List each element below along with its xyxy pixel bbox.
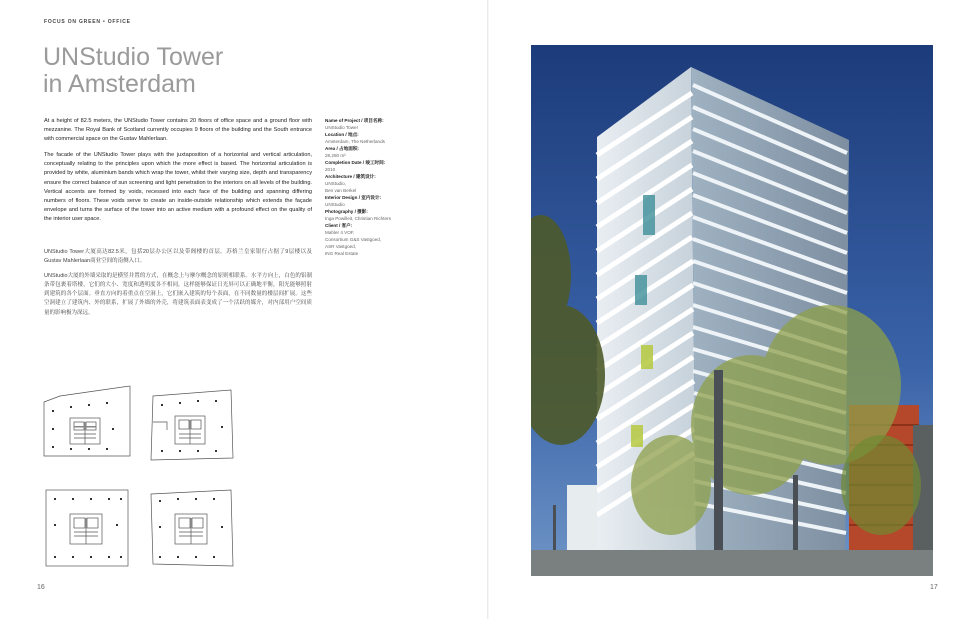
title-line-2: in Amsterdam (43, 70, 196, 98)
meta-label: Name of Project / 项目名称: (325, 118, 384, 123)
meta-label: Location / 地点: (325, 132, 359, 137)
english-body (44, 117, 312, 231)
project-info (325, 117, 425, 257)
meta-value: Inga Powilleit, Christian Richters (325, 216, 391, 221)
meta-value: Consortium G&S Vastgoed, (325, 237, 382, 242)
meta-label: Completion Date / 竣工时间: (325, 160, 386, 165)
meta-label: Photography / 摄影: (325, 209, 368, 214)
meta-value: Amsterdam, The Netherlands (325, 139, 385, 144)
title-line-1: UNStudio Tower (43, 43, 224, 71)
en-paragraph: The facade of the UNStudio Tower plays with the juxtaposition of a horizontal and vertical articulation, conceptually relating to the principles upon which the more effect is based. The horizontal articulation is provided by white, aluminium bands which wrap the tower, whilst their varying size, depth and transparency ensure the correct balance of sun screening and light penetration to the interiors on all levels of the building. Vertical accents are formed by voids, recessed into each face of the building and spanning differing numbers of floors. These voids serve to create an inside-outside relationship which extends the façade envelope and turns the surface of the tower into an active medium with a profound effect on the quality of the interior user space. (44, 152, 312, 222)
floor-plan-2 (145, 382, 239, 466)
page-number-left: 16 (37, 584, 45, 591)
page-number-right: 17 (930, 584, 938, 591)
meta-value: UNStudio, (325, 181, 346, 186)
cn-paragraph: UNStudio大厦的外墙采取的是横竖并置的方式，在概念上与摩尔概念的原则相联系。水平方向上，白色的铝制条带包裹着塔楼，它们的大小、宽度和透明度各不相同，这样能够保证日光屏可以正确地平衡，阳光能够照射到建筑的各个层面。垂直方向的着重点在空洞上，它们嵌入建筑的每个表面，在不同数量的楼层间扩展。这些空洞建立了建筑内、外的联系，扩展了外墙的外壳，将建筑表面表变成了一个活跃的媒介，对内部用户空间质量的影响极为深远。 (44, 273, 312, 316)
meta-label: Area / 占地面积: (325, 146, 359, 151)
chinese-body (44, 248, 312, 324)
meta-value: ASR Vastgoed, (325, 244, 357, 249)
floor-plan-3 (40, 484, 134, 572)
meta-value: 28,280 m² (325, 153, 346, 158)
meta-label: Architecture / 建筑设计: (325, 174, 376, 179)
meta-value: Ben van Berkel (325, 188, 357, 193)
meta-value: ING Real Estate (325, 251, 359, 256)
floor-plan-1 (40, 382, 134, 466)
meta-value: 2010 (325, 167, 336, 172)
gutter (487, 0, 489, 619)
tower-photograph (531, 45, 933, 576)
page-title (43, 44, 223, 98)
meta-label: Client / 客户: (325, 223, 353, 228)
meta-value: Mahler 4 VOF, (325, 230, 355, 235)
meta-value: UNStudio (325, 202, 345, 207)
section-eyebrow: FOCUS ON GREEN • OFFICE (44, 19, 131, 25)
en-paragraph: At a height of 82.5 meters, the UNStudio Tower contains 20 floors of office space and a ground floor with mezzanine. The Royal Bank of Scotland currently occupies 9 floors of the building and the South entrance with commercial space on the Gustav Mahlerlaan. (44, 118, 312, 143)
meta-label: Interior Design / 室内设计: (325, 195, 382, 200)
floor-plan-4 (145, 484, 239, 572)
cn-paragraph: UNStudio Tower大厦高达82.5米，包括20层办公区以及带阁楼的首层。苏格兰皇家银行占据了9层楼以及Gustav Mahlerlaan商业空间的南侧入口。 (44, 249, 312, 265)
meta-value: UNStudio Tower (325, 125, 359, 130)
